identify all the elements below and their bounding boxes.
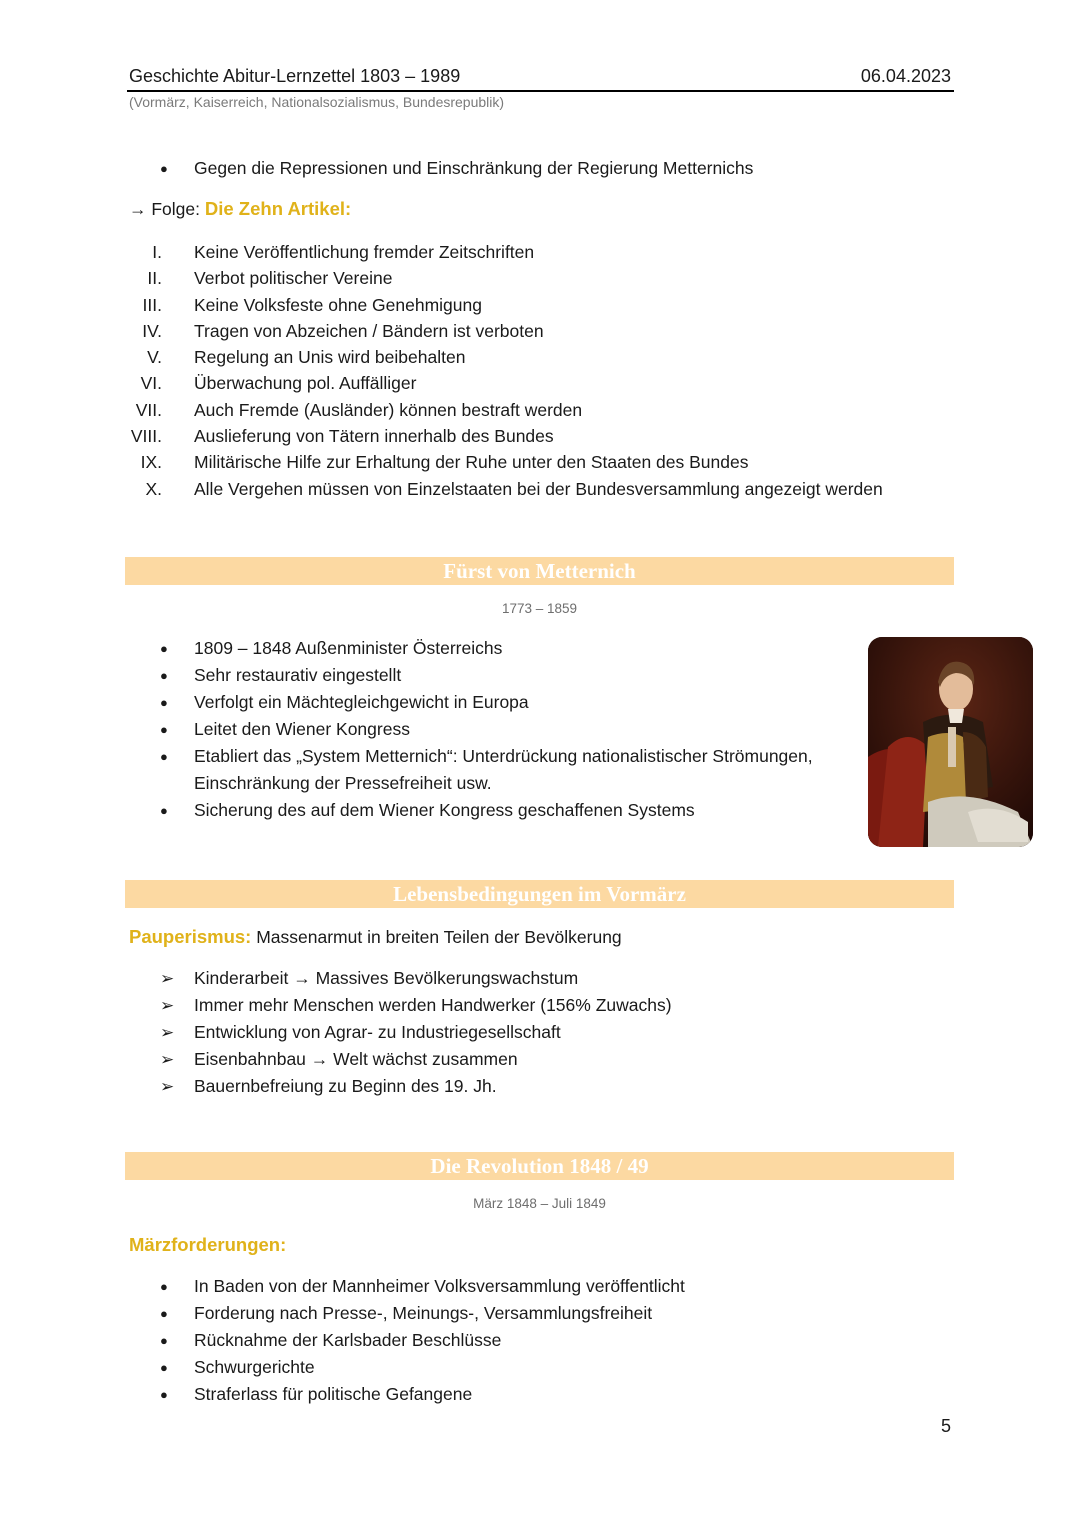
folge-prefix: → Folge: bbox=[129, 199, 205, 219]
list-item: ➢ Bauernbefreiung zu Beginn des 19. Jh. bbox=[160, 1073, 672, 1100]
list-item: VII. Auch Fremde (Ausländer) können bestraft werden bbox=[135, 399, 583, 420]
maerzforderungen-list bbox=[160, 1273, 685, 1408]
list-item: ➢ Immer mehr Menschen werden Handwerker (156% Zuwachs) bbox=[160, 992, 672, 1019]
list-item: II. Verbot politischer Vereine bbox=[147, 268, 393, 289]
list-item: ● Rücknahme der Karlsbader Beschlüsse bbox=[160, 1327, 685, 1354]
intro-list bbox=[160, 155, 753, 182]
list-item: IV. Tragen von Abzeichen / Bändern ist verboten bbox=[142, 320, 544, 341]
list-item: ● Etabliert das „System Metternich“: Unterdrückung nationalistischer Strömungen, Einschränkung der Pressefreiheit usw. bbox=[160, 743, 860, 797]
zehn-artikel-list bbox=[120, 239, 883, 502]
maerzforderungen-heading: Märzforderungen: bbox=[129, 1234, 287, 1255]
list-item: I. Keine Veröffentlichung fremder Zeitschriften bbox=[152, 242, 535, 262]
pauperismus-term: Pauperismus: bbox=[129, 926, 252, 947]
document-subtitle: (Vormärz, Kaiserreich, Nationalsozialismus, Bundesrepublik) bbox=[129, 94, 505, 110]
list-item: ● Schwurgerichte bbox=[160, 1354, 685, 1381]
header-divider bbox=[127, 90, 954, 92]
list-item: III. Keine Volksfeste ohne Genehmigung bbox=[142, 294, 482, 315]
metternich-dates: 1773 – 1859 bbox=[501, 601, 578, 616]
list-item: ● Verfolgt ein Mächtegleichgewicht in Europa bbox=[160, 689, 860, 716]
list-item: ➢ Eisenbahnbau → Welt wächst zusammen bbox=[160, 1046, 672, 1073]
list-item: IX. Militärische Hilfe zur Erhaltung der Ruhe unter den Staaten des Bundes bbox=[140, 452, 749, 473]
lebensbedingungen-list bbox=[160, 965, 672, 1100]
section-heading-metternich: Fürst von Metternich bbox=[125, 557, 954, 585]
list-item: ● Sehr restaurativ eingestellt bbox=[160, 662, 860, 689]
page-number: 5 bbox=[940, 1416, 951, 1436]
list-item: ● Sicherung des auf dem Wiener Kongress geschaffenen Systems bbox=[160, 797, 860, 824]
list-item: X. Alle Vergehen müssen von Einzelstaaten bei der Bundesversammlung angezeigt werden bbox=[145, 478, 883, 499]
list-item: V. Regelung an Unis wird beibehalten bbox=[147, 347, 466, 368]
section-heading-lebensbedingungen: Lebensbedingungen im Vormärz bbox=[125, 880, 954, 908]
list-item: ● Leitet den Wiener Kongress bbox=[160, 716, 860, 743]
list-item: VIII. Auslieferung von Tätern innerhalb des Bundes bbox=[130, 426, 554, 447]
intro-bullet: ● Gegen die Repressionen und Einschränkung der Regierung Metternichs bbox=[160, 155, 753, 182]
pauperismus-line bbox=[129, 926, 622, 948]
section-heading-revolution: Die Revolution 1848 / 49 bbox=[125, 1152, 954, 1180]
revolution-dates: März 1848 – Juli 1849 bbox=[473, 1196, 606, 1211]
metternich-list bbox=[160, 635, 860, 824]
metternich-portrait bbox=[868, 637, 1033, 847]
document-title: Geschichte Abitur-Lernzettel 1803 – 1989 bbox=[129, 66, 461, 86]
folge-title: Die Zehn Artikel: bbox=[204, 198, 352, 219]
portrait-illustration bbox=[868, 637, 1033, 847]
folge-line bbox=[129, 198, 351, 220]
list-item: VI. Überwachung pol. Auffälliger bbox=[140, 373, 417, 394]
pauperismus-definition: Massenarmut in breiten Teilen der Bevölkerung bbox=[251, 927, 622, 947]
list-item: ● 1809 – 1848 Außenminister Österreichs bbox=[160, 635, 860, 662]
list-item: ➢ Kinderarbeit → Massives Bevölkerungswachstum bbox=[160, 965, 672, 992]
document-date: 06.04.2023 bbox=[860, 66, 951, 86]
list-item: ➢ Entwicklung von Agrar- zu Industriegesellschaft bbox=[160, 1019, 672, 1046]
list-item: ● Forderung nach Presse-, Meinungs-, Versammlungsfreiheit bbox=[160, 1300, 685, 1327]
list-item: ● In Baden von der Mannheimer Volksversammlung veröffentlicht bbox=[160, 1273, 685, 1300]
list-item: ● Straferlass für politische Gefangene bbox=[160, 1381, 685, 1408]
